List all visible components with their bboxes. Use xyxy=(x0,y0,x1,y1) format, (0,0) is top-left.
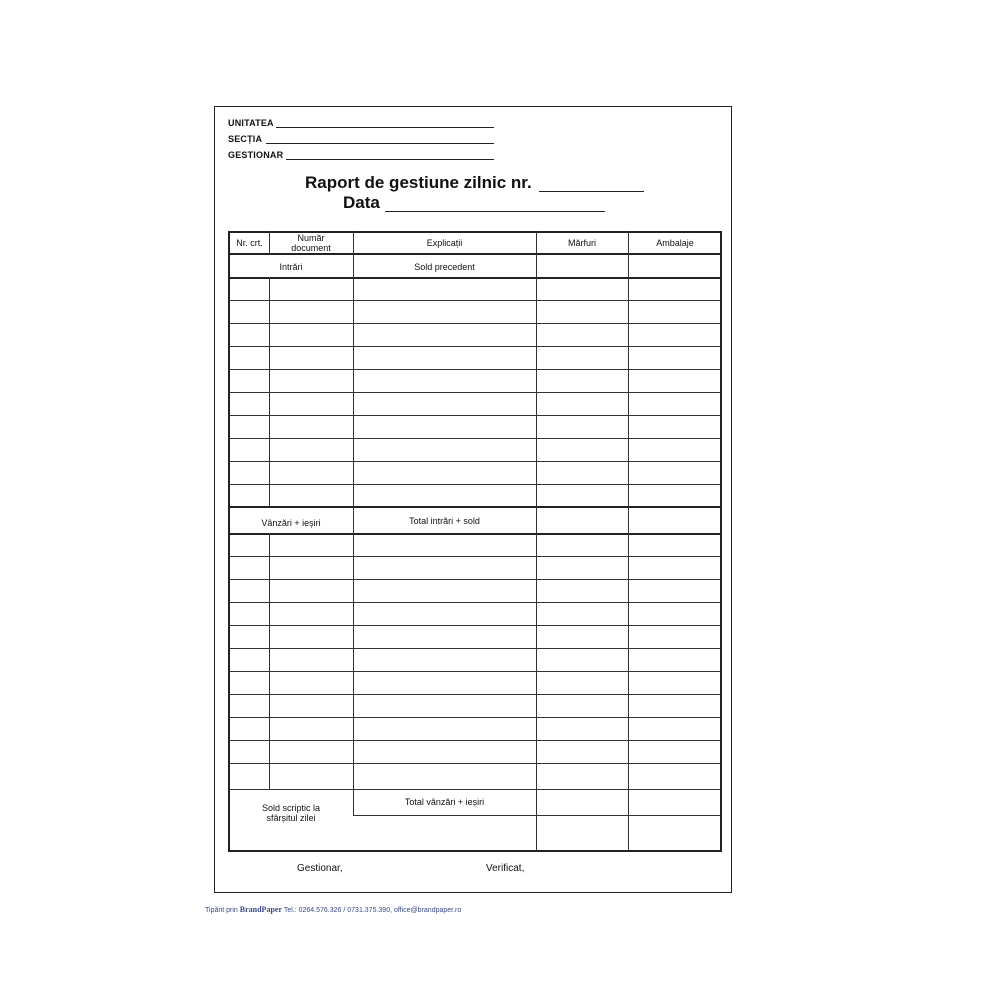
column-rule-nr xyxy=(269,231,270,253)
section-rule xyxy=(229,789,721,790)
row-rule xyxy=(229,671,721,672)
printer-brand: BrandPaper xyxy=(239,905,282,914)
row-rule xyxy=(229,323,721,324)
report-title: Raport de gestiune zilnic nr. xyxy=(305,173,532,192)
col-header-numar-document: Număr document xyxy=(291,233,331,253)
report-number-blank[interactable] xyxy=(539,191,644,192)
row-rule xyxy=(229,602,721,603)
section-rule xyxy=(229,277,721,279)
total-vanzari-iesiri-label: Total vânzări + ieșiri xyxy=(404,797,485,807)
row-rule xyxy=(229,438,721,439)
printer-contact: Tel.: 0264.576.326 / 0731.375.390, office@brandpaper.ro xyxy=(283,907,462,914)
row-rule xyxy=(229,579,721,580)
row-rule xyxy=(229,694,721,695)
row-rule xyxy=(229,415,721,416)
section-rule xyxy=(229,533,721,535)
date-blank[interactable] xyxy=(385,211,605,212)
unitatea-line[interactable] xyxy=(276,127,494,128)
row-rule xyxy=(229,392,721,393)
printer-imprint xyxy=(205,905,461,914)
col-header-marfuri: Mărfuri xyxy=(567,238,596,248)
ledger-table xyxy=(228,231,722,852)
column-rule-marfuri xyxy=(628,231,629,851)
row-rule xyxy=(229,717,721,718)
sectia-line[interactable] xyxy=(266,143,494,144)
gestionar-label: GESTIONAR xyxy=(228,150,284,160)
sold-precedent-label: Sold precedent xyxy=(414,262,475,272)
printer-prefix: Tipărit prin xyxy=(205,907,238,914)
row-rule xyxy=(229,346,721,347)
col-header-nr-crt: Nr. crt. xyxy=(236,238,263,248)
row-rule xyxy=(229,300,721,301)
header-rule xyxy=(229,253,721,255)
column-rule-nr xyxy=(269,533,270,789)
col-header-explicatii: Explicații xyxy=(426,238,463,248)
row-rule xyxy=(229,556,721,557)
section-intrari: Intrări xyxy=(279,262,303,272)
row-rule xyxy=(229,740,721,741)
unitatea-label: UNITATEA xyxy=(228,118,274,128)
row-rule xyxy=(229,461,721,462)
row-rule xyxy=(229,484,721,485)
row-rule xyxy=(229,625,721,626)
row-rule xyxy=(229,763,721,764)
signature-gestionar: Gestionar, xyxy=(297,863,343,874)
total-intrari-sold-label: Total intrări + sold xyxy=(409,516,480,526)
signature-verificat: Verificat, xyxy=(486,863,525,874)
total-row-rule xyxy=(353,815,721,816)
column-rule-nr xyxy=(269,277,270,506)
date-label: Data xyxy=(343,193,380,212)
column-rule-explicatii xyxy=(536,231,537,851)
sold-scriptic-label: Sold scriptic la sfârșitul zilei xyxy=(261,803,321,823)
sectia-label: SECȚIA xyxy=(228,134,263,144)
section-rule xyxy=(229,506,721,508)
row-rule xyxy=(229,648,721,649)
section-vanzari-iesiri: Vânzări + ieșiri xyxy=(261,518,321,528)
row-rule xyxy=(229,369,721,370)
gestionar-line[interactable] xyxy=(286,159,494,160)
col-header-ambalaje: Ambalaje xyxy=(656,238,694,248)
